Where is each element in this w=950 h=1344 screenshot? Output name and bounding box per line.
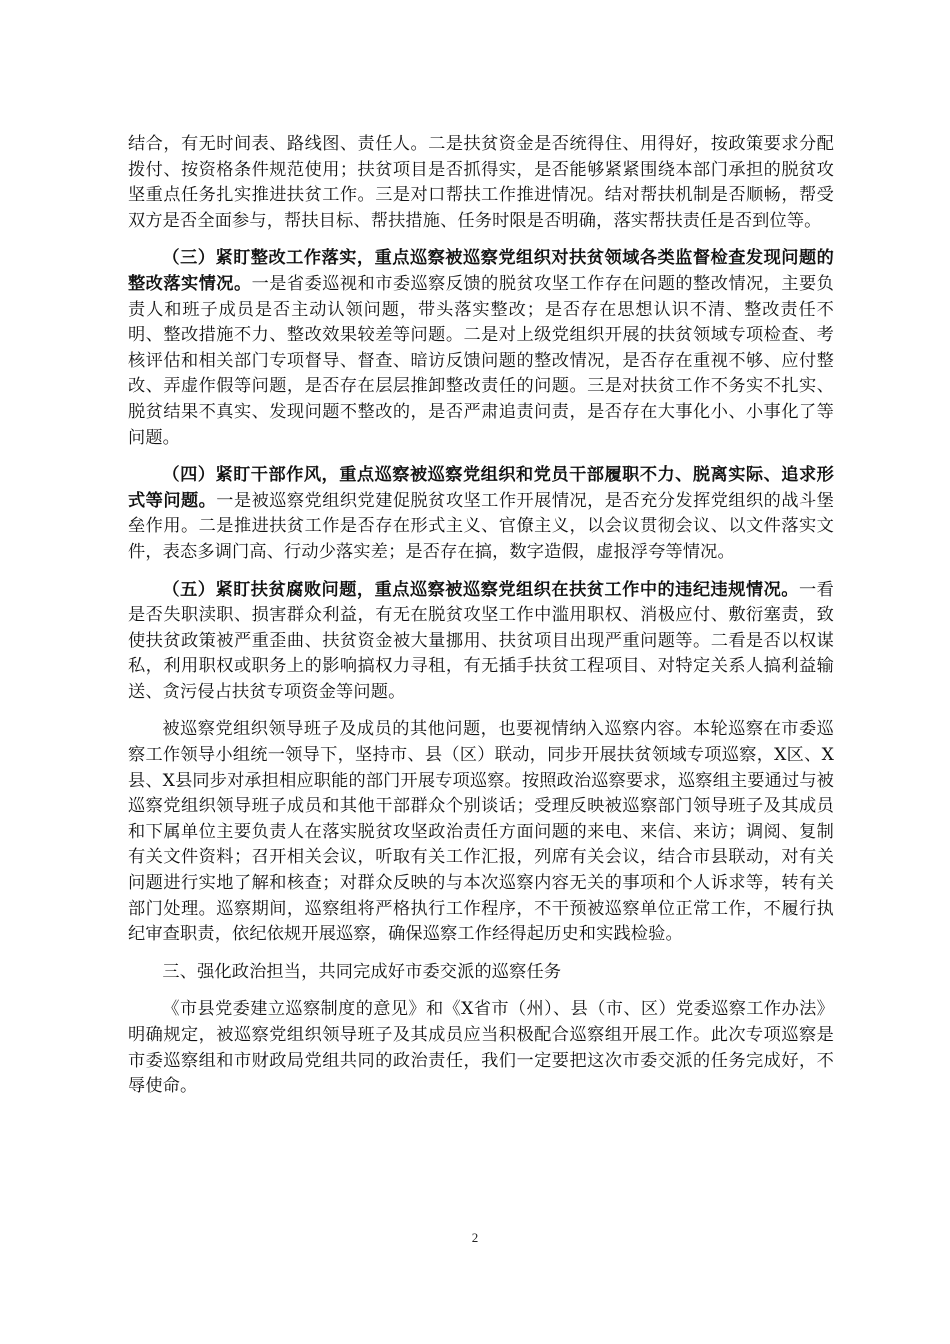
section-heading: 三、强化政治担当，共同完成好市委交派的巡察任务 <box>162 961 562 982</box>
document-page <box>128 132 834 1112</box>
paragraph-section-four <box>128 463 834 565</box>
paragraph-text: 《市县党委建立巡察制度的意见》和《X省市（州）、县（市、区）党委巡察工作办法》明确规定，被巡察党组织领导班子及其成员应当积极配合巡察组开展工作。此次专项巡察是市委巡察组和市财政局党组共同的政治责任，我们一定要把这次市委交派的任务完成好，不辱使命。 <box>128 999 834 1097</box>
paragraph-section-three <box>128 246 834 451</box>
paragraph-text: 一是被巡察党组织党建促脱贫攻坚工作开展情况，是否充分发挥党组织的战斗堡垒作用。二是推进扶贫工作是否存在形式主义、官僚主义，以会议贯彻会议、以文件落实文件，表态多调门高、行动少落实差；是否存在搞，数字造假，虚报浮夸等情况。 <box>128 490 834 562</box>
paragraph-section-five <box>128 578 834 706</box>
paragraph-continuation <box>128 132 834 234</box>
paragraph-other-issues <box>128 717 834 947</box>
paragraph-text: 一看是否失职渎职、损害群众利益，有无在脱贫攻坚工作中滥用职权、消极应付、敷衍塞责，致使扶贫政策被严重歪曲、扶贫资金被大量挪用、扶贫项目出现严重问题等。二看是否以权谋私，利用职权或职务上的影响搞权力寻租，有无插手扶贫工程项目、对特定关系人搞利益输送、贪污侵占扶贫专项资金等问题。 <box>128 579 834 702</box>
paragraph-text: 结合，有无时间表、路线图、责任人。二是扶贫资金是否统得住、用得好，按政策要求分配拨付、按资格条件规范使用；扶贫项目是否抓得实，是否能够紧紧围绕本部门承担的脱贫攻坚重点任务扎实推进扶贫工作。三是对口帮扶工作推进情况。结对帮扶机制是否顺畅，帮受双方是否全面参与，帮扶目标、帮扶措施、任务时限是否明确，落实帮扶责任是否到位等。 <box>128 134 834 231</box>
paragraph-bold-lead: （三）紧盯整改工作落实，重点巡察被巡察党组织对扶贫领域各类监督检查发现问题的整改落实情况。 <box>128 248 834 294</box>
paragraph-bold-lead: （五）紧盯扶贫腐败问题，重点巡察被巡察党组织在扶贫工作中的违纪违规情况。 <box>162 579 799 600</box>
page-number: 2 <box>471 1230 479 1245</box>
paragraph-text: 被巡察党组织领导班子及成员的其他问题，也要视情纳入巡察内容。本轮巡察在市委巡察工作领导小组统一领导下，坚持市、县（区）联动，同步开展扶贫领域专项巡察，X区、X县、X县同步对承担相应职能的部门开展专项巡察。按照政治巡察要求，巡察组主要通过与被巡察党组织领导班子成员和其他干部群众个别谈话；受理反映被巡察部门领导班子及其成员和下属单位主要负责人在落实脱贫攻坚政治责任方面问题的来电、来信、来访；调阅、复制有关文件资料；召开相关会议，听取有关工作汇报，列席有关会议，结合市县联动，对有关问题进行实地了解和核查；对群众反映的与本次巡察内容无关的事项和个人诉求等，转有关部门处理。巡察期间，巡察组将严格执行工作程序，不干预被巡察单位正常工作，不履行执纪审查职责，依纪依规开展巡察，确保巡察工作经得起历史和实践检验。 <box>128 719 834 945</box>
paragraph-bold-lead: （四）紧盯干部作风，重点巡察被巡察党组织和党员干部履职不力、脱离实际、追求形式等问题。 <box>128 465 834 511</box>
paragraph-closing <box>128 997 834 1099</box>
paragraph-text: 一是省委巡视和市委巡察反馈的脱贫攻坚工作存在问题的整改情况，主要负责人和班子成员是否主动认领问题，带头落实整改；是否存在思想认识不清、整改责任不明、整改措施不力、整改效果较差等问题。二是对上级党组织开展的扶贫领域专项检查、考核评估和相关部门专项督导、督查、暗访反馈问题的整改情况，是否存在重视不够、应付整改、弄虚作假等问题，是否存在层层推卸整改责任的问题。三是对扶贫工作不务实不扎实、脱贫结果不真实、发现问题不整改的，是否严肃追责问责，是否存在大事化小、小事化了等问题。 <box>128 273 834 448</box>
